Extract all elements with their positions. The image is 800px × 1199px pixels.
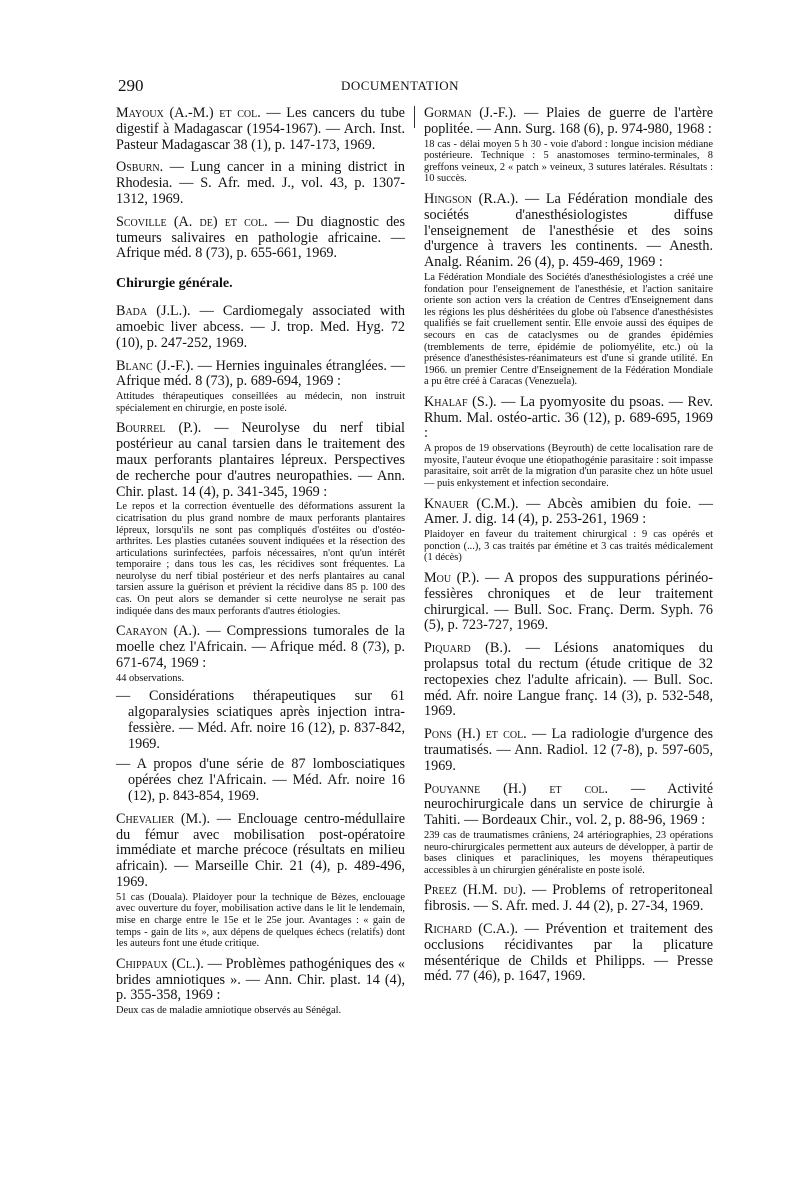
entry-text: — La pyomyosite du psoas. — Rev. Rhum. Mal. ostéo-artic. 36 (12), p. 689-695, 1969 : [424,393,713,442]
entry-citation [424,922,713,985]
left-top-entries [116,106,405,262]
bibliography-entry [424,192,713,388]
running-title: DOCUMENTATION [340,78,460,93]
bibliography-entry [424,782,713,877]
entry-author: Bada (J.L.). [116,303,191,320]
entry-text: — Lésions anatomiques du prolapsus total du rectum (étude critique de 32 rectopexies chez l'adulte africain). — Bull. Soc. méd. Afr. noire Langue franç. 14 (3), p. 532-548, 1969. [424,640,713,720]
entry-author: Khalaf (S.). [424,393,497,410]
entry-citation [424,883,713,915]
entry-text: — Cardiomegaly associated with amoebic liver abcess. — J. trop. Med. Hyg. 72 (10), p. 247-252, 1969. [116,303,406,351]
entry-text: — Enclouage centro-médullaire du fémur avec mobilisation post-opératoire immédiate et marche précoce (résultats en milieu africain). — Marseille Chir. 21 (4), p. 489-496, 1969. [116,810,405,891]
entry-annotation: Deux cas de maladie amniotique observés au Sénégal. [116,1005,342,1017]
entry-author: Gorman (J.-F.). [424,105,517,121]
entry-citation [424,497,713,529]
entry-citation [424,395,713,442]
entry-text: — Prévention et traitement des occlusions récidivantes par la plicature mésentérique de Childs et Philipps. — Presse méd. 77 (46), p. 1647, 1969. [424,920,713,985]
entry-text: — Lung cancer in a mining district in Rhodesia. — S. Afr. med. J., vol. 43, p. 1307-1312, 1969. [116,159,405,207]
entry-author: Blanc (J.-F.). [116,357,194,374]
entry-sub-citation: — Considérations thérapeutiques sur 61 algoparalysies sciatiques après injection intra-fessière. — Méd. Afr. noire 16 (12), p. 837-842, 1969. [116,688,405,752]
bibliography-entry [116,106,405,153]
entry-author: Chippaux (Cl.). [116,955,204,972]
entry-citation [424,106,713,138]
entry-citation [424,782,713,829]
entry-author: Preez (H.M. du). [424,882,527,899]
entry-text: — Hernies inguinales étranglées. — Afrique méd. 8 (73), p. 689-694, 1969 : [116,357,405,390]
entry-author: Scoville (A. de) et col. [116,213,268,230]
bibliography-entry [424,922,713,985]
entry-author: Chevalier (M.). [116,810,211,827]
bibliography-entry [116,957,405,1017]
entry-annotation: 239 cas de traumatismes crâniens, 24 artériographies, 23 opérations neuro-chirurgicales permettent aux auteurs de développer, à partir de bases cliniques et paracliniques, les moyens thérapeutiques accessibles à un chirurgien généraliste en poste isolé. [424,829,713,876]
bibliography-entry [424,883,713,915]
entry-citation [116,106,405,153]
entry-text: — A propos des suppurations périnéo-fessières chroniques et de leur traitement chirurgical. — Bull. Soc. Franç. Derm. Syph. 76 (5), p. 723-727, 1969. [424,570,713,634]
left-column [116,106,405,1024]
entry-annotation: Le repos et la correction éventuelle des déformations assurent la cicatrisation du plus grand nombre de maux perforants plantaires lépreux, lorsqu'ils ne sont pas compliqués d'ostéites ou d'ostéo-arthrites. Les plasties cutanées souvent indiquées et la résection des articulations surinfectées, parfois nécessaires, n'ont qu'un intérêt temporaire ; dans tous les cas, les récidives sont fréquentes. La neurolyse du nerf tibial postérieur et des nerfs plantaires au canal tarsien assure la guérison et prévient la récidive dans 85 p. 100 des cas. On peut alors se demander si cette neurolyse ne serait pas indiquée dans des maux perforants d'autres étiologies. [116,501,405,617]
entry-author: Knauer (C.M.). [424,495,519,512]
entry-text: — Du diagnostic des tumeurs salivaires en pathologie africaine. — Afrique méd. 8 (73), p. 655-661, 1969. [116,213,405,262]
entry-author: Pons (H.) et col. [424,726,527,743]
entry-citation [424,192,713,271]
bibliography-entry [424,641,713,720]
entry-annotation: La Fédération Mondiale des Sociétés d'anesthésiologistes a créé une fondation pour l'enseignement de l'anesthésie, et l'action sanitaire oriente son action vers la création de Centres d'Enseignement dans les régions les plus déshéritées du globe où l'absence d'anesthésistes qualifiés se fait cruellement sentir. Elle envoie aussi des équipes de secours en cas de cataclysmes ou de grandes épidémies (tremblements de terre, épidémie de poliomyélite, etc.) où la présence d'anesthésistes-réanimateurs est d'une si grande utilité. En 1966. un premier Centre d'Enseignement de la Fédération Mondiale a pu être créé à Caracas (Venezuela). [424,271,713,388]
right-column [424,106,713,992]
entry-annotation: 18 cas - délai moyen 5 h 30 - voie d'abord : longue incision médiane postérieure. Technique : 5 anastomoses termino-terminales, 8 greffons veineux, 2 « patch » veineux, 3 sutures latérales. Résultats : 10 succès. [424,138,713,185]
bibliography-entry [116,304,405,351]
entry-citation [116,812,405,891]
entry-author: Pouyanne (H.) et col. [424,780,609,797]
bibliography-entry [424,106,713,185]
bibliography-entry [424,571,713,634]
entry-text: — Plaies de guerre de l'artère poplitée. — Ann. Surg. 168 (6), p. 974-980, 1968 : [424,105,713,137]
entry-text: — Neurolyse du nerf tibial postérieur au canal tarsien dans le traitement des maux perforants plantaires lépreux. Perspectives de recherche pour d'autres neuropathies. — Ann. Chir. plast. 14 (4), p. 341-345, 1969 : [116,420,405,500]
entry-annotation: 51 cas (Douala). Plaidoyer pour la technique de Bèzes, enclouage avec ouverture du foyer, mobilisation active dans le lit le lendemain, mise en charge entre le 15e et le 25e jour. Avantages : « gain de temps - gain de lits », aux dépens de quelques échecs (relatifs) dont les auteurs font une étude critique. [116,891,405,950]
entry-citation [116,304,405,351]
entry-text: — La Fédération mondiale des sociétés d'anesthésiologistes diffuse l'enseignement de l'anesthésie et des soins d'urgence à travers les continents. — Anesth. Analg. Réanim. 26 (4), p. 459-469, 1969 : [424,190,713,271]
bibliography-entry [424,497,713,564]
entry-author: Mou (P.). [424,570,480,587]
left-bottom-entries [116,304,405,1017]
bibliography-entry [424,395,713,490]
entry-annotation: Attitudes thérapeutiques conseillées au médecin, non instruit spécialement en chirurgie, en poste isolé. [116,391,405,414]
entry-author: Carayon (A.). [116,623,201,640]
entry-author: Osburn. [116,159,164,176]
entry-citation [116,359,405,391]
bibliography-entry [116,624,405,805]
entry-text: — Problèmes pathogéniques des « brides amniotiques ». — Ann. Chir. plast. 14 (4), p. 355-358, 1969 : [116,955,405,1004]
entry-text: — Compressions tumorales de la moelle chez l'Africain. — Afrique méd. 8 (73), p. 671-674, 1969 : [116,623,405,671]
bibliography-entry [116,160,405,207]
entry-annotation: A propos de 19 observations (Beyrouth) de cette localisation rare de myosite, l'auteur évoque une étiopathogénie parasitaire : soit impasse parasitaire, soit arrêt de la migration d'un parasite chez un hôte usuel — puis enkystement et infection secondaire. [424,443,713,490]
entry-citation [424,641,713,720]
entry-author: Mayoux (A.-M.) et col. [116,105,261,121]
entry-annotation: Plaidoyer en faveur du traitement chirurgical : 9 cas opérés et ponction (...), 3 cas traités par émétine et 3 cas traités médicalement (1 décès) [424,529,713,564]
bibliography-entry [116,359,405,415]
bibliography-entry [116,215,405,262]
entry-text: — Activité neurochirurgicale dans un service de chirurgie à Tahiti. — Bordeaux Chir., vol. 2, p. 88-96, 1969 : [424,780,713,829]
entry-author: Bourrel (P.). [116,420,202,437]
entry-text: — Problems of retroperitoneal fibrosis. — S. Afr. med. J. 44 (2), p. 27-34, 1969. [424,882,714,915]
entry-citation [116,624,405,671]
bibliography-entry [116,812,405,950]
page-header [0,76,800,96]
page-number: 290 [118,76,144,95]
entry-text: — La radiologie d'urgence des traumatisés. — Ann. Radiol. 12 (7-8), p. 597-605, 1969. [424,726,713,774]
section-heading: Chirurgie générale. [116,276,233,292]
entry-citation [424,571,713,634]
entry-citation [116,421,405,500]
entry-author: Piquard (B.). [424,640,512,657]
bibliography-entry [116,421,405,617]
entry-text: — Les cancers du tube digestif à Madagascar (1954-1967). — Arch. Inst. Pasteur Madagascar 38 (1), p. 147-173, 1969. [116,105,405,153]
column-rule [414,106,415,128]
entry-citation [116,957,405,1004]
entry-author: Hingson (R.A.). [424,190,519,207]
entry-author: Richard (C.A.). [424,920,519,937]
entry-citation [424,727,713,774]
entry-sub-citation: — A propos d'une série de 87 lombosciatiques opérées chez l'Africain. — Méd. Afr. noire 16 (12), p. 843-854, 1969. [116,756,405,805]
entry-annotation: 44 observations. [116,672,185,684]
entry-citation [116,215,405,262]
entry-text: — Abcès amibien du foie. — Amer. J. dig. 14 (4), p. 253-261, 1969 : [424,495,713,528]
bibliography-entry [424,727,713,774]
entry-citation [116,160,405,207]
